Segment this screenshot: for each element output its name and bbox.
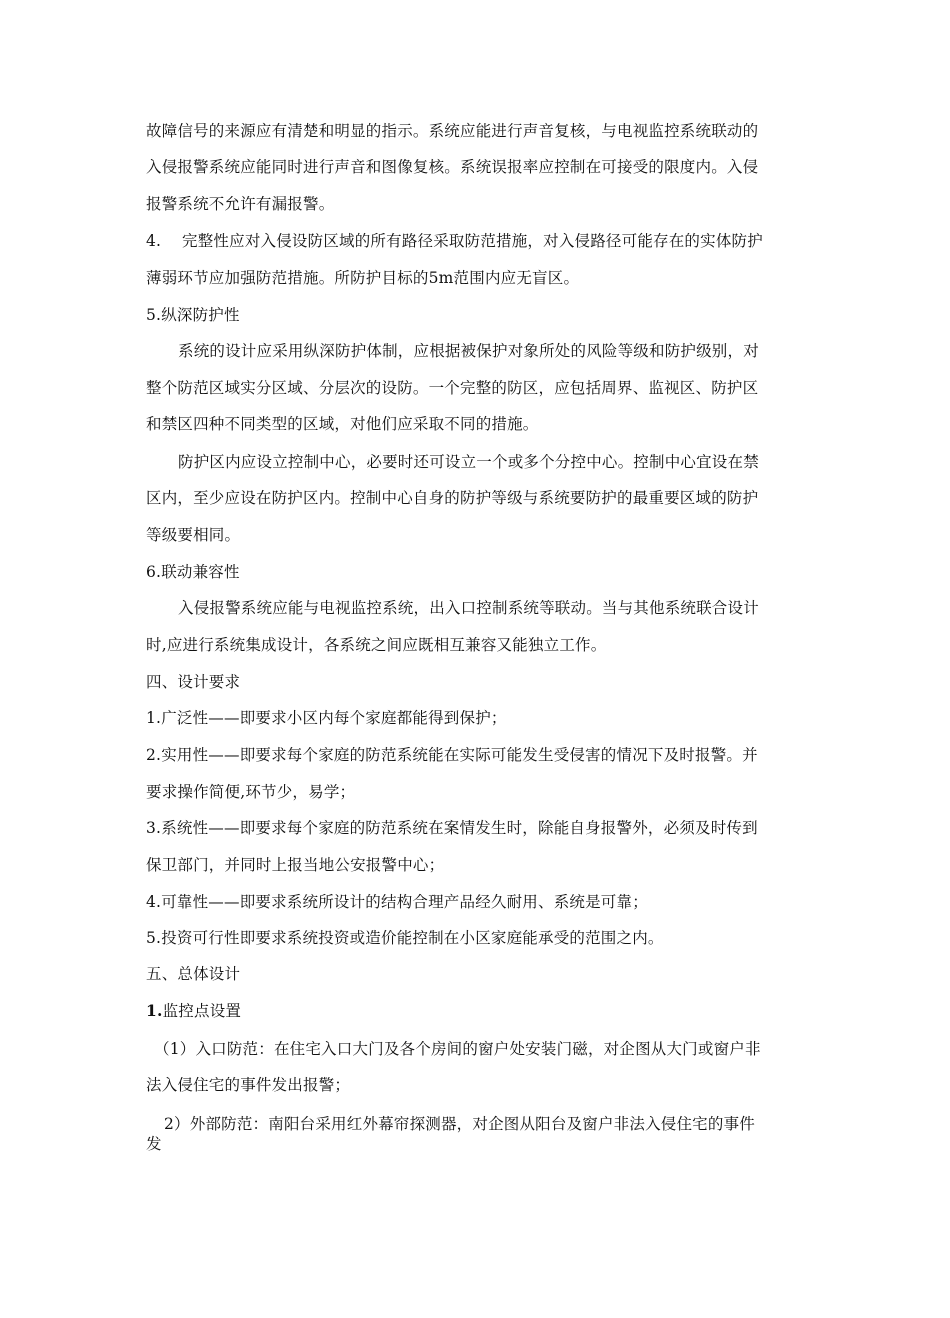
text-line: 法入侵住宅的事件发出报警； [146,1076,351,1094]
text-line: 整个防范区域实分区域、分层次的设防。一个完整的防区，应包括周界、监视区、防护区 [146,379,759,397]
list-item: 2.实用性——即要求每个家庭的防范系统能在实际可能发生受侵害的情况下及时报警。并 [146,746,758,764]
section-heading: 5.纵深防护性 [146,306,240,324]
text-line: 入侵报警系统应能与电视监控系统，出入口控制系统等联动。当与其他系统联合设计 [178,599,759,617]
text-line: 区内，至少应设在防护区内。控制中心自身的防护等级与系统要防护的最重要区域的防护 [146,489,759,507]
subsection-title: 监控点设置 [162,1002,242,1020]
text-line: 入侵报警系统应能同时进行声音和图像复核。系统误报率应控制在可接受的限度内。入侵 [146,158,759,176]
text-line: 系统的设计应采用纵深防护体制，应根据被保护对象所处的风险等级和防护级别，对 [178,342,759,360]
text-line: 报警系统不允许有漏报警。 [146,195,335,213]
text-line: 4. 完整性应对入侵设防区域的所有路径采取防范措施，对入侵路径可能存在的实体防护 [146,232,763,250]
list-item: 1.广泛性——即要求小区内每个家庭都能得到保护； [146,709,507,727]
section-heading: 6.联动兼容性 [146,563,240,581]
list-item: 5.投资可行性即要求系统投资或造价能控制在小区家庭能承受的范围之内。 [146,929,664,947]
text-line: 发 [146,1135,162,1153]
text-line: 要求操作简便,环节少，易学； [146,783,356,801]
text-line: （1）入口防范：在住宅入口大门及各个房间的窗户处安装门磁，对企图从大门或窗户非 [154,1040,761,1058]
text-line: 故障信号的来源应有清楚和明显的指示。系统应能进行声音复核，与电视监控系统联动的 [146,122,759,140]
subsection-heading [146,1001,241,1021]
section-heading: 五、总体设计 [146,965,241,983]
list-item: 4.可靠性——即要求系统所设计的结构合理产品经久耐用、系统是可靠； [146,893,648,911]
text-line: 2）外部防范：南阳台采用红外幕帘探测器，对企图从阳台及窗户非法入侵住宅的事件 [164,1115,755,1133]
text-line: 保卫部门，并同时上报当地公安报警中心； [146,856,445,874]
text-line: 和禁区四种不同类型的区域，对他们应采取不同的措施。 [146,415,539,433]
text-line: 时,应进行系统集成设计，各系统之间应既相互兼容又能独立工作。 [146,636,607,654]
text-line: 等级要相同。 [146,526,241,544]
section-heading: 四、设计要求 [146,673,241,691]
text-line: 薄弱环节应加强防范措施。所防护目标的5m范围内应无盲区。 [146,269,580,287]
text-line: 防护区内应设立控制中心，必要时还可设立一个或多个分控中心。控制中心宜设在禁 [178,453,759,471]
subsection-number: 1. [146,1001,163,1020]
list-item: 3.系统性——即要求每个家庭的防范系统在案情发生时，除能自身报警外，必须及时传到 [146,819,758,837]
